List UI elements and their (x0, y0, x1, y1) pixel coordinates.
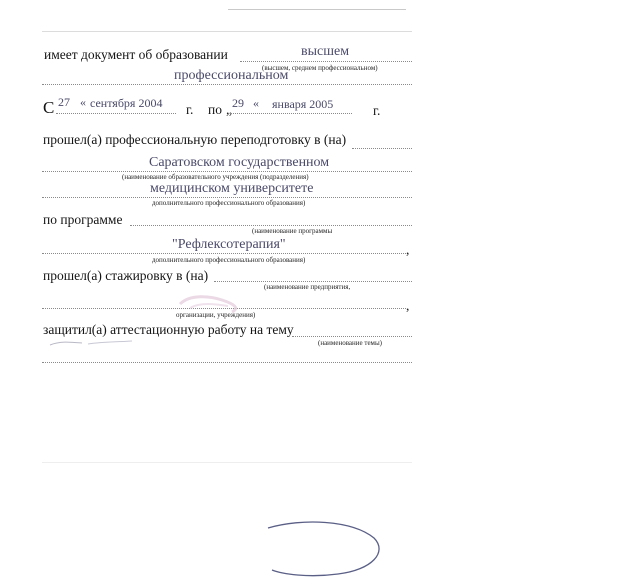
period-end-day: 29 (232, 96, 244, 110)
top-rule-2 (42, 31, 412, 32)
internship-caption-1: (наименование предприятия, (264, 283, 351, 291)
period-year-suffix-2: г. (373, 103, 381, 118)
program-dotted-line-2 (42, 253, 406, 254)
thesis-dotted-line-2 (42, 362, 412, 363)
period-start-month-year: сентября 2004 (90, 96, 163, 110)
retraining-value-line1: Саратовском государственном (149, 155, 330, 170)
thesis-label: защитил(а) аттестационную работу на тему (43, 322, 294, 337)
period-start-dotted-line (56, 113, 176, 114)
stamp-smudge-mark (170, 288, 250, 318)
retraining-dotted-line-2 (42, 197, 412, 198)
period-end-month-year: января 2005 (272, 97, 334, 111)
period-to-label: по (208, 102, 222, 117)
education-caption: (высшем, среднем профессиональном) (262, 64, 378, 72)
internship-trailing-comma: , (406, 298, 410, 313)
retraining-dotted-line-0 (352, 148, 412, 149)
period-year-suffix-1: г. (186, 102, 194, 117)
program-trailing-comma: , (406, 242, 410, 257)
retraining-value-line2: медицинском университете (150, 181, 314, 196)
quote-open-1: « (80, 95, 86, 109)
quote-open-2: « (253, 96, 259, 110)
pen-scribble-mark (48, 336, 138, 350)
program-label: по программе (43, 212, 123, 227)
education-label: имеет документ об образовании (44, 47, 228, 62)
education-dotted-line (240, 61, 412, 62)
retraining-caption-1: (наименование образовательного учреждения (подразделения) (122, 173, 309, 181)
internship-dotted-line-1 (214, 281, 412, 282)
period-prefix: С (43, 98, 55, 117)
program-caption-1: (наименование программы (252, 227, 333, 235)
internship-caption-2: организации, учреждения) (176, 311, 256, 319)
retraining-caption-2: дополнительного профессионального образования) (152, 199, 306, 207)
retraining-label: прошел(а) профессиональную переподготовку в (на) (43, 132, 347, 147)
bottom-rule (42, 462, 412, 463)
program-value: "Рефлексотерапия" (172, 237, 286, 252)
signature-mark (262, 516, 392, 582)
thesis-dotted-line-1 (292, 336, 412, 337)
top-rule (228, 9, 406, 10)
education-dotted-line-2 (42, 84, 412, 85)
period-start-day: 27 (58, 95, 70, 109)
period-end-dotted-line (230, 113, 352, 114)
education-value-line2: профессиональном (174, 68, 289, 83)
internship-label: прошел(а) стажировку в (на) (43, 268, 209, 283)
education-value-line1: высшем (301, 44, 350, 59)
program-caption-2: дополнительного профессионального образования) (152, 256, 306, 264)
retraining-dotted-line-1 (42, 171, 412, 172)
period-comma-quote: „ (226, 102, 232, 117)
thesis-caption: (наименование темы) (318, 339, 383, 347)
program-dotted-line-1 (130, 225, 412, 226)
